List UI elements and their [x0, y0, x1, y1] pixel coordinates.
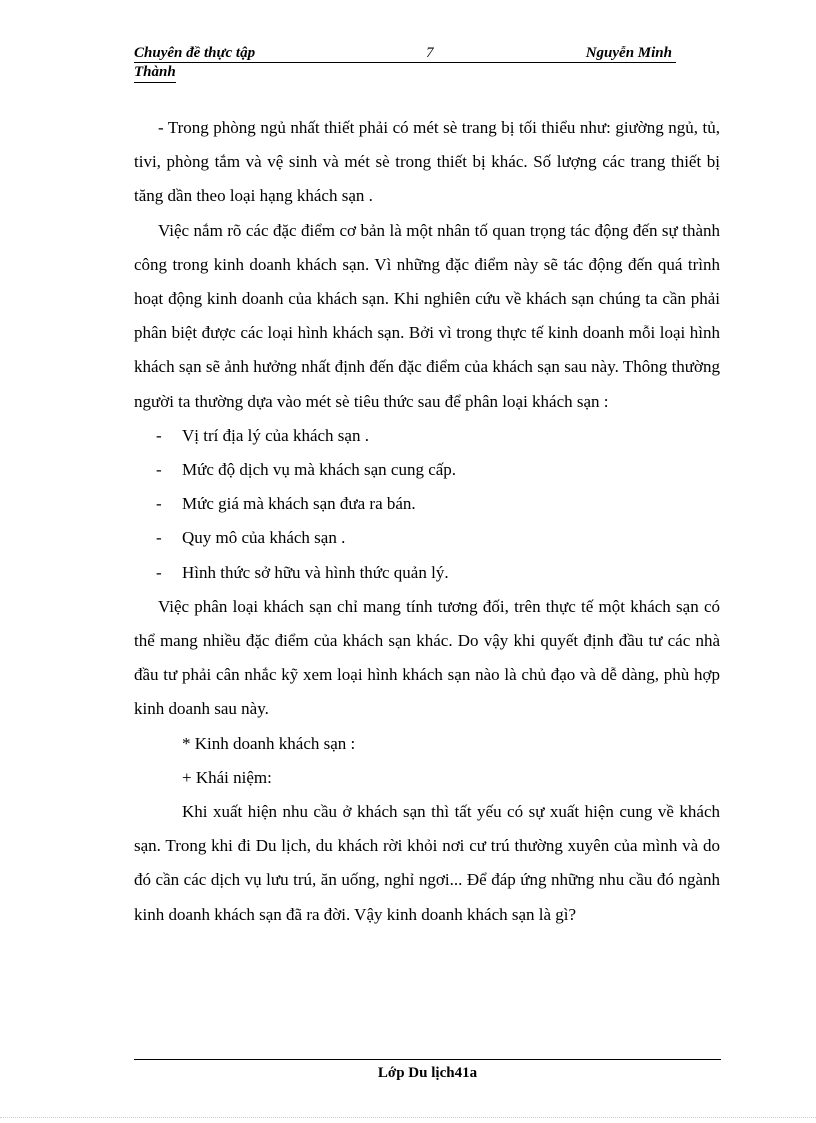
list-item	[134, 521, 720, 555]
bullet-dash: -	[156, 528, 162, 548]
paragraph-equipment: - Trong phòng ngủ nhất thiết phải có mét sè trang bị tối thiểu như: giường ngủ, tủ, tivi, phòng tắm và vệ sinh và mét sè trong thiết bị khác. Số lượng các trang thiết bị tăng dần theo loại hạng khách sạn .	[134, 118, 720, 206]
page-edge	[0, 1117, 816, 1118]
list-item-text: Vị trí địa lý của khách sạn .	[182, 425, 369, 445]
list-item-text: Hình thức sở hữu và hình thức quản lý.	[182, 562, 449, 582]
section-heading: * Kinh doanh khách sạn :	[182, 733, 356, 753]
footer-divider	[134, 1059, 721, 1060]
page-footer: Lớp Du lịch41a	[377, 1065, 478, 1081]
list-item	[134, 487, 720, 521]
header-document-type: Chuyên đề thực tập	[134, 45, 256, 61]
list-item-text: Mức độ dịch vụ mà khách sạn cung cấp.	[182, 460, 457, 480]
page-number: 7	[426, 45, 434, 61]
paragraph-classification: Việc phân loại khách sạn chỉ mang tính tương đối, trên thực tế một khách sạn có thể mang nhiều đặc điểm của khách sạn khác. Do vậy khi quyết định đầu tư các nhà đầu tư phải cân nhắc kỹ xem loại hình khách sạn nào là chủ đạo và dễ dàng, phù hợp kinh doanh sau này.	[134, 596, 720, 719]
list-item	[134, 556, 720, 590]
document-body	[134, 111, 720, 932]
page-header	[134, 44, 676, 83]
paragraph-definition: Khi xuất hiện nhu cầu ở khách sạn thì tất yếu có sự xuất hiện cung về khách sạn. Trong khi đi Du lịch, du khách rời khỏi nơi cư trú thường xuyên của mình và do đó cần các dịch vụ lưu trú, ăn uống, nghỉ ngơi... Để đáp ứng những nhu cầu đó ngành kinh doanh khách sạn đã ra đời. Vậy kinh doanh khách sạn là gì?	[134, 802, 720, 924]
header-author: Nguyễn Minh	[585, 45, 672, 61]
paragraph-characteristics: Việc nắm rõ các đặc điểm cơ bản là một nhân tố quan trọng tác động đến sự thành công trong kinh doanh khách sạn. Vì những đặc điểm này sẽ tác động đến quá trình hoạt động kinh doanh của khách sạn. Khi nghiên cứu về khách sạn chúng ta cần phải phân biệt được các loại hình khách sạn. Bởi vì trong thực tế kinh doanh mỗi loại hình khách sạn sẽ ảnh hưởng nhất định đến đặc điểm của khách sạn sau này. Thông thường người ta thường dựa vào mét sè tiêu thức sau để phân loại khách sạn :	[134, 220, 720, 411]
list-item-text: Quy mô của khách sạn .	[182, 528, 346, 548]
bullet-dash: -	[156, 460, 162, 480]
subheading: + Khái niệm:	[182, 767, 272, 787]
list-item-text: Mức giá mà khách sạn đưa ra bán.	[182, 494, 416, 514]
header-line	[134, 44, 676, 63]
bullet-dash: -	[156, 494, 162, 514]
list-item	[134, 453, 720, 487]
header-author-continued: Thành	[134, 63, 176, 83]
bullet-dash: -	[156, 562, 162, 582]
list-item	[134, 419, 720, 453]
bullet-dash: -	[156, 425, 162, 445]
